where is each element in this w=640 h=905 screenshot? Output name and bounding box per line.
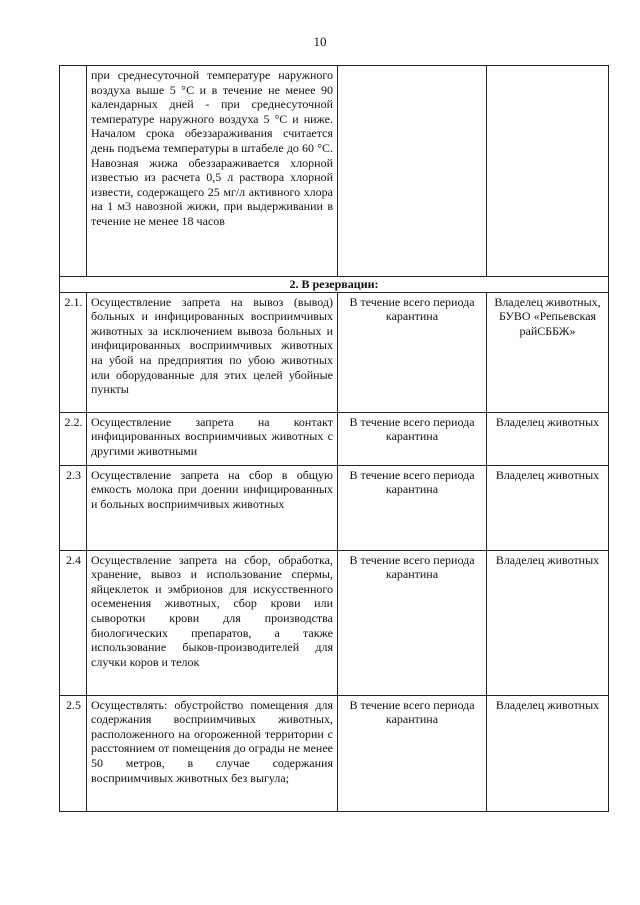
measure-responsible: Владелец животных, БУВО «Репьевская райСББЖ» (487, 292, 609, 412)
row-number: 2.5 (60, 695, 87, 811)
cell-continuation-text: при среднесуточной температуре наружного воздуха выше 5 °С и в течение не менее 90 календарных дней - при среднесуточной температуре наружного воздуха 5 °С и ниже. Началом срока обеззараживания считается день подъема температуры в штабеле до 60 °С. Навозная жижа обеззараживается хлорной известью из расчета 0,5 л раствора хлорной извести, содержащего 25 мг/л активного хлора на 1 м3 навозной жижи, при выдерживании в течение не менее 18 часов (87, 66, 338, 277)
measure-term: В течение всего периода карантина (338, 292, 487, 412)
measure-term: В течение всего периода карантина (338, 550, 487, 695)
table-row (60, 292, 609, 412)
section-title: 2. В резервации: (60, 277, 609, 293)
measure-responsible: Владелец животных (487, 550, 609, 695)
measure-term: В течение всего периода карантина (338, 412, 487, 465)
table-row-continuation (60, 66, 609, 277)
table-row (60, 695, 609, 811)
row-number: 2.1. (60, 292, 87, 412)
table-row (60, 465, 609, 550)
table-row (60, 550, 609, 695)
measure-term: В течение всего периода карантина (338, 695, 487, 811)
measure-responsible: Владелец животных (487, 465, 609, 550)
cell-term (338, 66, 487, 277)
measure-text: Осуществление запрета на сбор в общую емкость молока при доении инфицированных и больных восприимчивых животных (87, 465, 338, 550)
section-header-row (60, 277, 609, 293)
measure-text: Осуществление запрета на вывоз (вывод) больных и инфицированных восприимчивых животных за исключением вывоза больных и инфицированных восприимчивых животных на убой на предприятия по убою животных или оборудованные для этих целей убойные пункты (87, 292, 338, 412)
row-number: 2.3 (60, 465, 87, 550)
measure-responsible: Владелец животных (487, 412, 609, 465)
cell-num (60, 66, 87, 277)
cell-responsible (487, 66, 609, 277)
measure-text: Осуществление запрета на контакт инфицированных восприимчивых животных с другими животными (87, 412, 338, 465)
measure-term: В течение всего периода карантина (338, 465, 487, 550)
row-number: 2.2. (60, 412, 87, 465)
measure-text: Осуществление запрета на сбор, обработка, хранение, вывоз и использование спермы, яйцеклеток и эмбрионов для искусственного осеменения животных, сбор крови или сыворотки крови для производства биологических препаратов, а также использование быков-производителей для случки коров и телок (87, 550, 338, 695)
measure-responsible: Владелец животных (487, 695, 609, 811)
measures-table (59, 65, 609, 812)
measure-text: Осуществлять: обустройство помещения для содержания восприимчивых животных, расположенного на огороженной территории с расстоянием от помещения до ограды не менее 50 метров, в случае содержания восприимчивых животных без выгула; (87, 695, 338, 811)
table-row (60, 412, 609, 465)
page-number: 10 (313, 34, 327, 49)
row-number: 2.4 (60, 550, 87, 695)
